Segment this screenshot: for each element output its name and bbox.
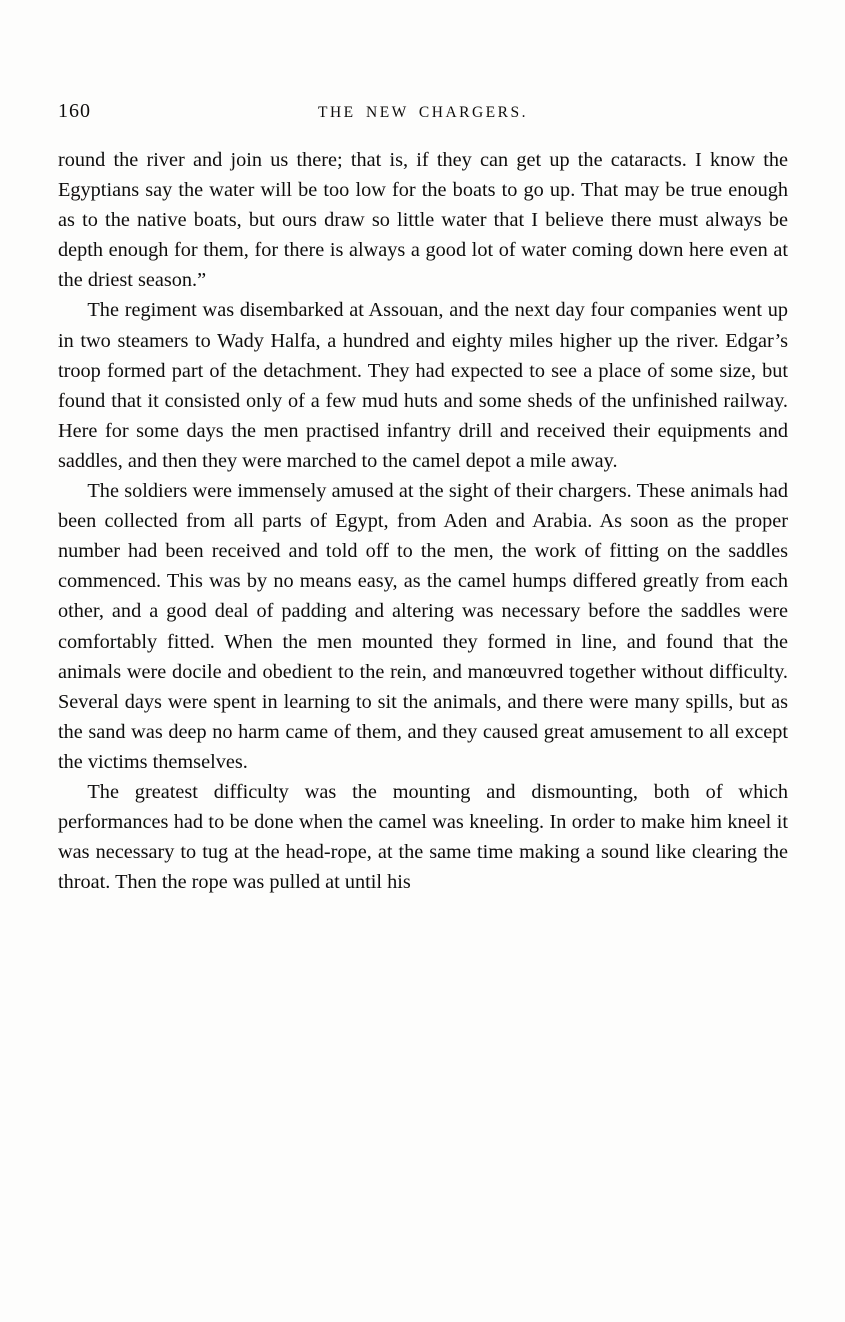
page-number: 160 [58,100,91,122]
paragraph: The greatest difficulty was the mounting and dismounting, both of which performances had to be done when the camel was kneeling. In order to make him kneel it was necessary to tug at the head-rope, at the same time making a sound like clearing the throat. Then the rope was pulled at until his [58,780,788,894]
paragraph: The soldiers were immensely amused at the sight of their chargers. These animals had been collected from all parts of Egypt, from Aden and Arabia. As soon as the proper number had been received and told off to the men, the work of fitting on the saddles commenced. This was by no means easy, as the camel humps differed greatly from each other, and a good deal of padding and altering was necessary before the saddles were comfortably fitted. When the men mounted they formed in line, and found that the animals were docile and obedient to the rein, and manœuvred together without difficulty. Several days were spent in learning to sit the animals, and there were many spills, but as the sand was deep no harm came of them, and they caused great amusement to all except the victims themselves. [58,480,788,773]
page-body [58,145,788,897]
paragraph: The regiment was disembarked at Assouan, and the next day four companies went up in two steamers to Wady Halfa, a hundred and eighty miles higher up the river. Edgar’s troop formed part of the detachment. They had expected to see a place of some size, but found that it consisted only of a few mud huts and some sheds of the unfinished railway. Here for some days the men practised infantry drill and received their equipments and saddles, and then they were marched to the camel depot a mile away. [58,299,788,472]
running-header-title: THE NEW CHARGERS. [318,104,528,121]
page-header [58,100,788,123]
paragraph: round the river and join us there; that is, if they can get up the cataracts. I know the Egyptians say the water will be too low for the boats to go up. That may be true enough as to the native boats, but ours draw so little water that I believe there must always be depth enough for them, for there is always a good lot of water coming down here even at the driest season.” [58,149,788,292]
